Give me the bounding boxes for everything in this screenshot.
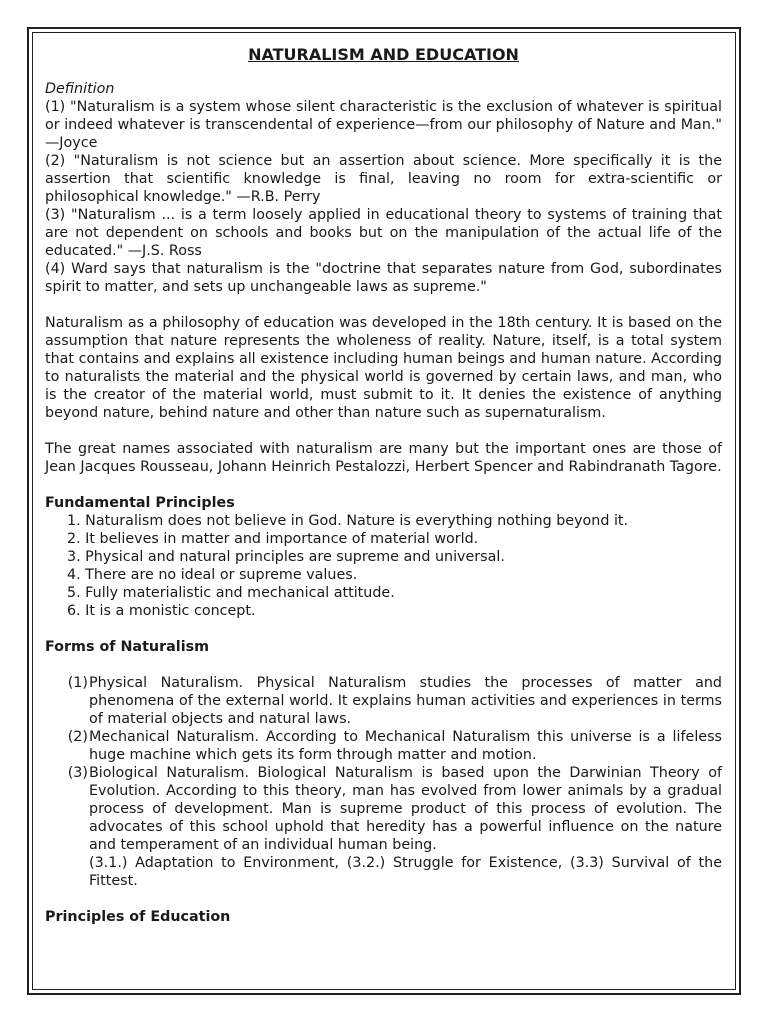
item-number: (2)	[67, 729, 88, 745]
page-title: NATURALISM AND EDUCATION	[248, 45, 519, 64]
list-item	[45, 674, 722, 728]
paragraph-history: Naturalism as a philosophy of education was developed in the 18th century. It is based on the assumption that nature represents the wholeness of reality. Nature, itself, is a total system that contains and explains all existence including human beings and human nature. According to naturalists the material and the physical world is governed by certain laws, and man, who is the creator of the material world, must submit to it. It denies the existence of anything beyond nature, behind nature and other than nature such as supernaturalism.	[45, 315, 722, 421]
definition-4: (4) Ward says that naturalism is the "doctrine that separates nature from God, subordinates spirit to matter, and sets up unchangeable laws as supreme."	[45, 261, 722, 295]
forms-heading: Forms of Naturalism	[45, 639, 209, 655]
item-number: (3)	[67, 765, 88, 781]
definition-1: (1) "Naturalism is a system whose silent characteristic is the exclusion of whatever is spiritual or indeed whatever is transcendental of experience—from our philosophy of Nature and Man." —Joyce	[45, 99, 722, 151]
forms-list	[45, 674, 722, 890]
education-heading: Principles of Education	[45, 909, 231, 925]
definition-label: Definition	[45, 81, 115, 97]
paragraph-names: The great names associated with naturalism are many but the important ones are those of Jean Jacques Rousseau, Johann Heinrich Pestalozzi, Herbert Spencer and Rabindranath Tagore.	[45, 441, 722, 475]
list-item: 2. It believes in matter and importance of material world.	[67, 531, 479, 547]
definition-2: (2) "Naturalism is not science but an assertion about science. More specifically it is the assertion that scientific knowledge is final, leaving no room for extra-scientific or philosophical knowledge." —R.B. Perry	[45, 153, 722, 205]
list-item: 4. There are no ideal or supreme values.	[67, 567, 358, 583]
fundamental-principles-heading: Fundamental Principles	[45, 495, 235, 511]
item-number: (1)	[67, 675, 88, 691]
item-text: Mechanical Naturalism. According to Mechanical Naturalism this universe is a lifeless huge machine which gets its form through matter and motion.	[89, 729, 722, 763]
definition-3: (3) "Naturalism ... is a term loosely applied in educational theory to systems of training that are not dependent on schools and books but on the manipulation of the actual life of the educated." —J.S. Ross	[45, 207, 722, 259]
list-item: 5. Fully materialistic and mechanical attitude.	[67, 585, 395, 601]
list-item	[45, 728, 722, 764]
item-text-main: Biological Naturalism. Biological Naturalism is based upon the Darwinian Theory of Evolution. According to this theory, man has evolved from lower animals by a gradual process of development. Man is supreme product of this process of evolution. The advocates of this school uphold that heredity has a powerful influence on the nature and temperament of an individual human being.	[89, 765, 722, 853]
list-item: 1. Naturalism does not believe in God. Nature is everything nothing beyond it.	[67, 513, 629, 529]
list-item	[45, 764, 722, 890]
item-text	[89, 764, 722, 890]
fundamental-principles-list	[45, 512, 722, 620]
sub-note: (3.1.) Adaptation to Environment, (3.2.) Struggle for Existence, (3.3) Survival of the Fittest.	[89, 855, 722, 889]
item-text: Physical Naturalism. Physical Naturalism studies the processes of matter and phenomena of the external world. It explains human activities and experiences in terms of material objects and natural laws.	[89, 675, 722, 727]
list-item: 6. It is a monistic concept.	[67, 603, 256, 619]
list-item: 3. Physical and natural principles are supreme and universal.	[67, 549, 505, 565]
document-body	[45, 45, 722, 926]
